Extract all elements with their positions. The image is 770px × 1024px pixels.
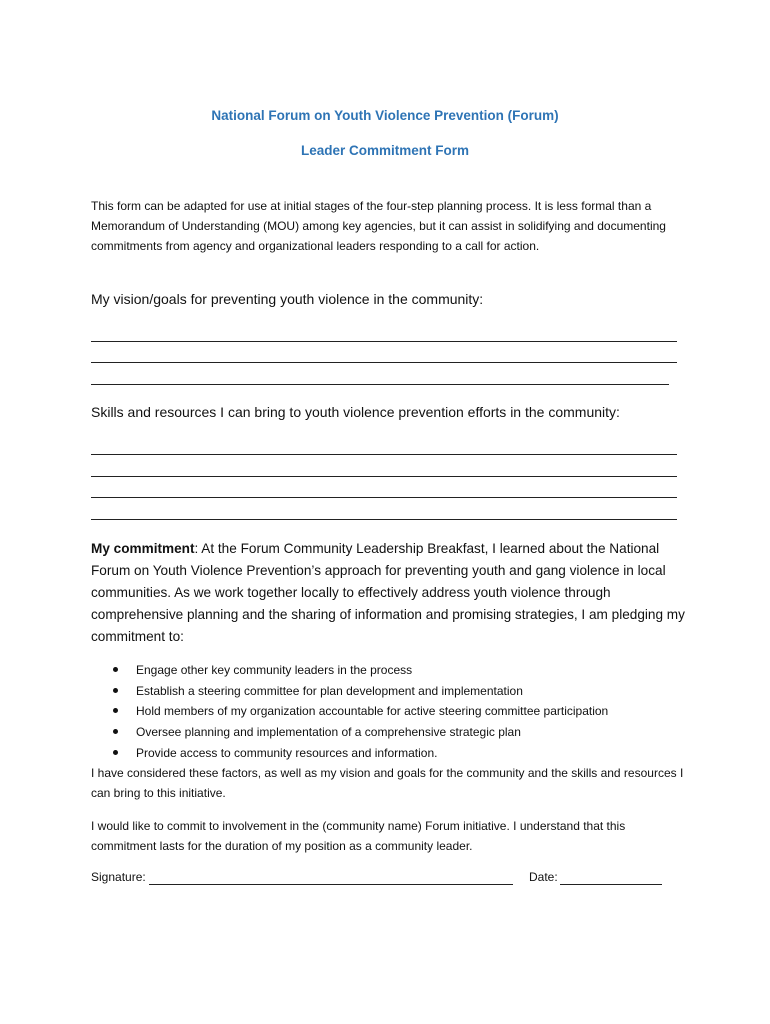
list-item: Hold members of my organization accountable for active steering committee participation: [113, 701, 608, 722]
intro-paragraph: This form can be adapted for use at initial stages of the four-step planning process. It is less formal than a Memorandum of Understanding (MOU) among key agencies, but it can assist in solidifying and documenting commitments from agency and organizational leaders responding to a call for action.: [91, 199, 666, 253]
commitment-text: : At the Forum Community Leadership Breakfast, I learned about the National Forum on Youth Violence Prevention’s approach for preventing youth and gang violence in local communities. As we work together locally to effectively address youth violence through comprehensive planning and the sharing of information and promising strategies, I am pledging my commitment to:: [91, 541, 685, 644]
bullet-icon: [113, 688, 118, 693]
list-item: Establish a steering committee for plan development and implementation: [113, 681, 608, 702]
commitment-list: [113, 660, 608, 764]
bullet-icon: [113, 708, 118, 713]
commitment-label: My commitment: [91, 541, 195, 556]
commitment-paragraph: [91, 538, 687, 648]
bullet-icon: [113, 729, 118, 734]
date-field[interactable]: [560, 884, 662, 885]
skills-answer-line-3[interactable]: [91, 497, 677, 498]
form-subtitle: Leader Commitment Form: [300, 143, 470, 158]
vision-answer-line-2[interactable]: [91, 362, 677, 363]
list-item: Provide access to community resources and information.: [113, 743, 608, 764]
skills-answer-line-4[interactable]: [91, 519, 677, 520]
vision-answer-line-1[interactable]: [91, 341, 677, 342]
bullet-icon: [113, 667, 118, 672]
vision-answer-line-3[interactable]: [91, 384, 669, 385]
skills-answer-line-2[interactable]: [91, 476, 677, 477]
signature-field[interactable]: [149, 884, 513, 885]
pledge-paragraph: I would like to commit to involvement in the (community name) Forum initiative. I understand that this commitment lasts for the duration of my position as a community leader.: [91, 819, 626, 853]
date-label: Date:: [529, 870, 558, 884]
form-title: National Forum on Youth Violence Prevention (Forum): [211, 108, 559, 123]
bullet-icon: [113, 750, 118, 755]
list-item: Engage other key community leaders in the process: [113, 660, 608, 681]
list-item: Oversee planning and implementation of a comprehensive strategic plan: [113, 722, 608, 743]
considered-paragraph: I have considered these factors, as well as my vision and goals for the community and the skills and resources I can bring to this initiative.: [91, 766, 684, 800]
signature-label: Signature:: [91, 870, 146, 884]
skills-answer-line-1[interactable]: [91, 454, 677, 455]
vision-question: My vision/goals for preventing youth violence in the community:: [91, 291, 484, 307]
skills-question: Skills and resources I can bring to youth violence prevention efforts in the community:: [91, 404, 620, 420]
